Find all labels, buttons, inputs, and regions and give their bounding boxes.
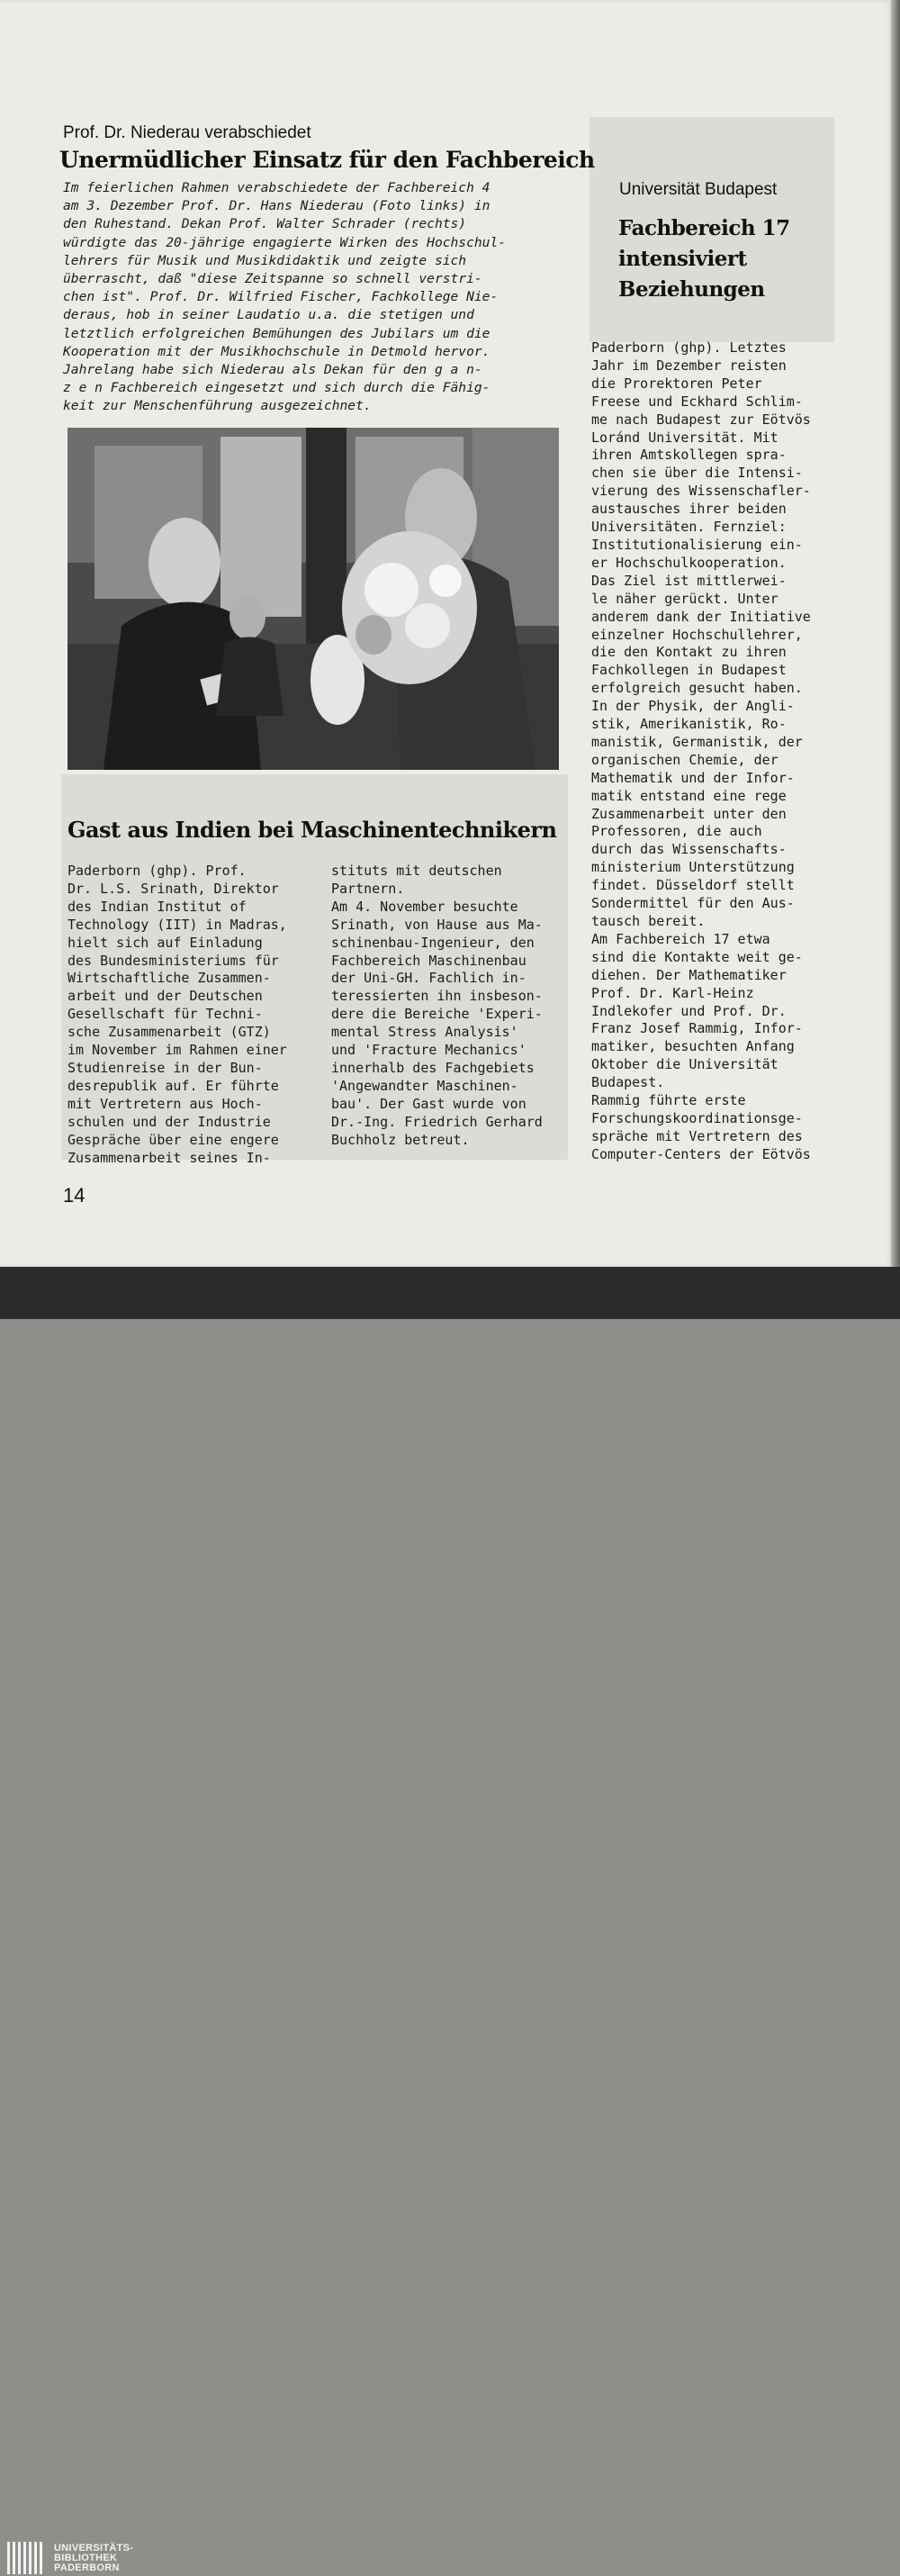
photo-farewell-ceremony: [68, 428, 559, 770]
library-logo: [7, 2540, 133, 2576]
article3-headline-line-1: Fachbereich 17: [618, 216, 790, 240]
library-logo-text: UNIVERSITÄTS- BIBLIOTHEK PADERBORN: [54, 2542, 134, 2573]
article3-body: Paderborn (ghp). Letztes Jahr im Dezember reisten die Prorektoren Peter Freese und Eckhard Schlim- me nach Budapest zur Eötvös Loránd Universität. Mit ihren Amtskollegen spra- chen sie über die Intensi- vierung des Wissenschafler- austausches ihrer beiden Universitäten. Fernziel: Institutionalisierung ein- er Hochschulkooperation. Das Ziel ist mittlerwei- le näher gerückt. Unter anderem dank der Initiative einzelner Hochschullehrer, die den Kontakt zu ihren Fachkollegen in Budapest erfolgreich gesucht haben. In der Physik, der Angli- stik, Amerikanistik, Ro- manistik, Germanistik, der organischen Chemie, der Mathematik und der Infor- matik entstand eine rege Zusammenarbeit unter den Professoren, die auch durch das Wissenschafts- ministerium Unterstützung findet. Düsseldorf stellt Sondermittel für den Aus- tausch bereit. Am Fachbereich 17 etwa sind die Kontakte weit ge- diehen. Der Mathematiker Prof. Dr. Karl-Heinz Indlekofer und Prof. Dr. Franz Josef Rammig, Infor- matiker, besuchten Anfang Oktober die Universität Budapest. Rammig führte erste Forschungskoordinationsge- spräche mit Vertretern des Computer-Centers der Eötvös: [591, 339, 811, 1162]
article3-kicker: Universität Budapest: [619, 180, 778, 199]
article1-headline: Unermüdlicher Einsatz für den Fachbereich: [59, 147, 595, 173]
library-barcode-icon: [7, 2540, 47, 2576]
page-edge: [891, 0, 900, 1267]
photo-image: [68, 428, 559, 770]
article2-column-1: Paderborn (ghp). Prof. Dr. L.S. Srinath, Direktor des Indian Institut of Technology (IIT) in Madras, hielt sich auf Einladung des Bundesministeriums für Wirtschaftliche Zusammen- arbeit und der Deutschen Gesellschaft für Techni- sche Zusammenarbeit (GTZ) im November im Rahmen einer Studienreise in der Bun- desrepublik auf. Er führte mit Vertretern aus Hoch- schulen und der Industrie Gespräche über eine engere Zusammenarbeit seines In-: [68, 863, 287, 1166]
article3-headline-line-2: intensiviert: [618, 247, 747, 271]
page-number: 14: [63, 1184, 86, 1207]
article1-kicker: Prof. Dr. Niederau verabschiedet: [63, 123, 311, 142]
article2-headline: Gast aus Indien bei Maschinentechnikern: [68, 817, 557, 843]
article3-headline-line-3: Beziehungen: [618, 277, 765, 302]
library-footer-bar: [0, 1267, 900, 2573]
article2-column-2: stituts mit deutschen Partnern. Am 4. November besuchte Srinath, von Hause aus Ma- schinenbau-Ingenieur, den Fachbereich Maschinenbau der Uni-GH. Fachlich in- teressierten ihn insbeson- dere die Bereiche 'Experi- mental Stress Analysis' und 'Fracture Mechanics' innerhalb des Fachgebiets 'Angewandter Maschinen- bau'. Der Gast wurde von Dr.-Ing. Friedrich Gerhard Buchholz betreut.: [331, 863, 543, 1148]
document-page: [0, 0, 894, 1267]
article1-lead: Im feierlichen Rahmen verabschiedete der Fachbereich 4 am 3. Dezember Prof. Dr. Hans Niederau (Foto links) in den Ruhestand. Dekan Prof. Walter Schrader (rechts) würdigte das 20-jährige engagierte Wirken des Hochschul- lehrers für Musik und Musikdidaktik und zeigte sich überrascht, daß "diese Zeitspanne so schnell verstri- chen ist". Prof. Dr. Wilfried Fischer, Fachkollege Nie- deraus, hob in seiner Laudatio u.a. die stetigen und letztlich erfolgreichen Bemühungen des Jubilars um die Kooperation mit der Musikhochschule in Detmold hervor. Jahrelang habe sich Niederau als Dekan für den g a n- z e n Fachbereich eingesetzt und sich durch die Fähig- keit zur Menschenführung ausgezeichnet.: [63, 180, 507, 414]
